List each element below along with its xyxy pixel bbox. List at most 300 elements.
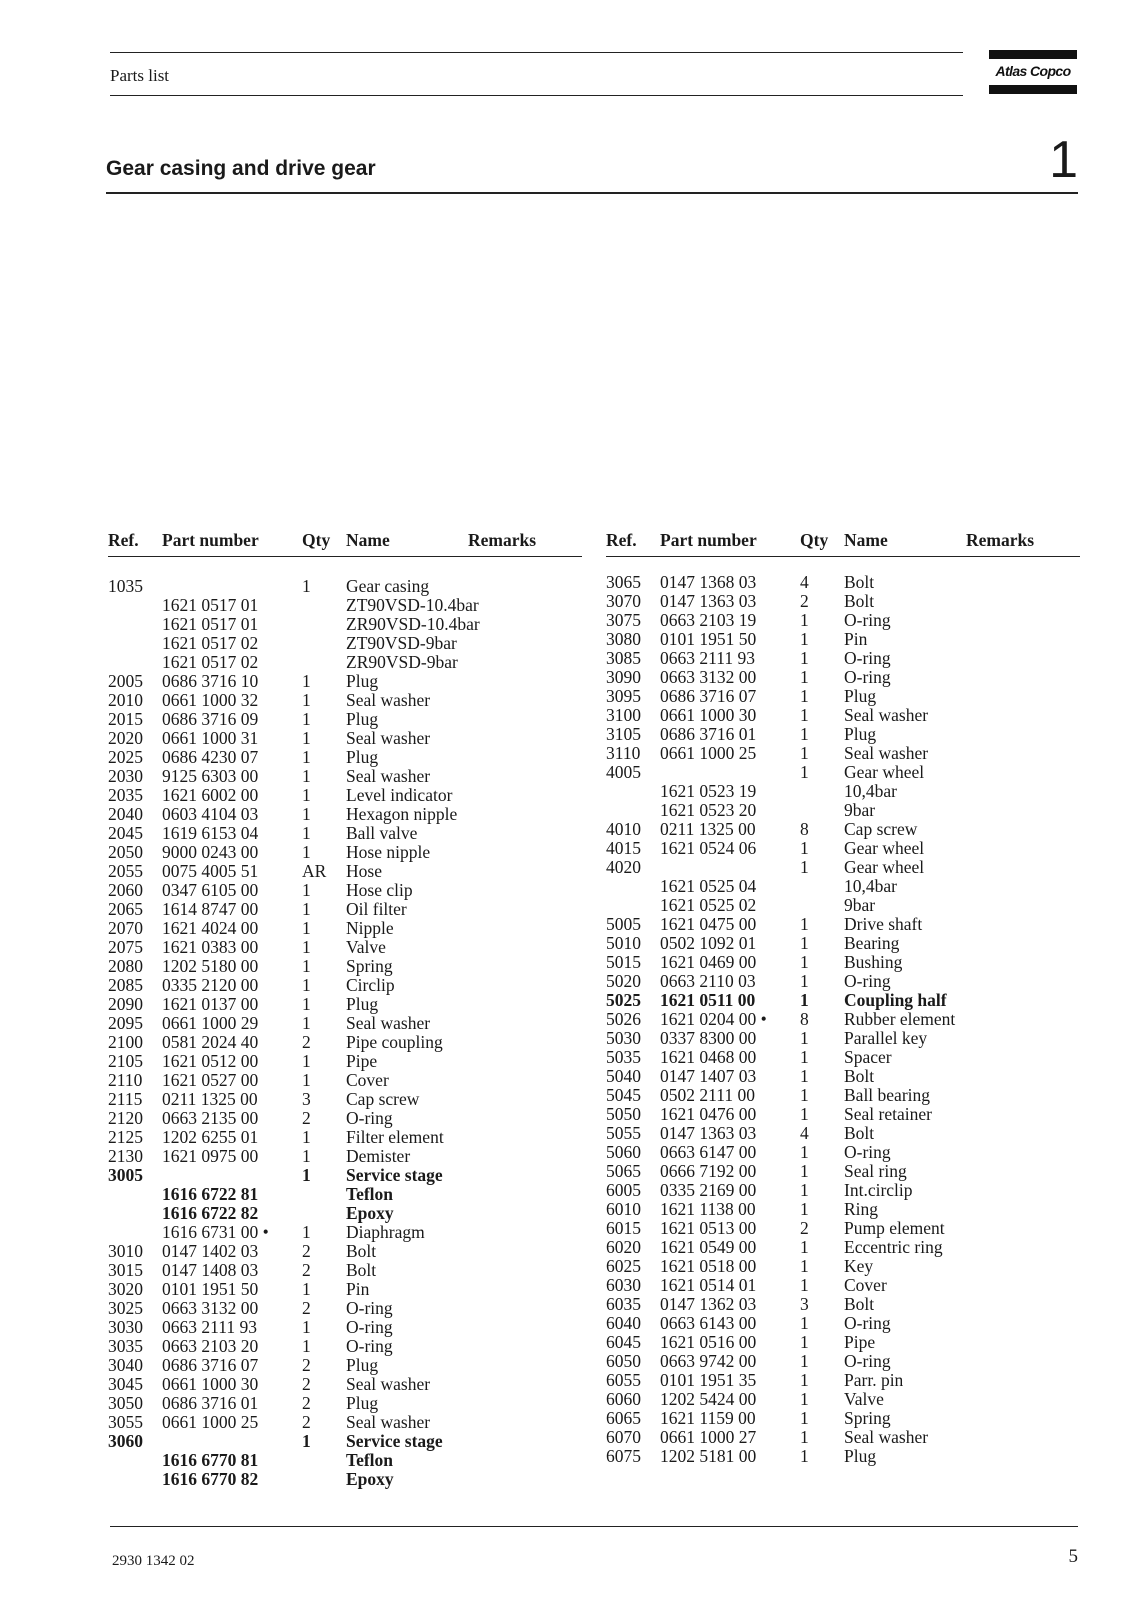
row-qty: 1 bbox=[800, 990, 809, 1010]
row-qty: 1 bbox=[302, 1165, 311, 1185]
row-ref: 3060 bbox=[108, 1431, 143, 1451]
row-qty: 1 bbox=[800, 1161, 809, 1181]
row-ref: 6070 bbox=[606, 1427, 641, 1447]
table-row bbox=[606, 1428, 1080, 1447]
table-header bbox=[606, 530, 1080, 557]
row-name: Cap screw bbox=[346, 1089, 420, 1109]
row-name: Gear wheel bbox=[844, 857, 925, 877]
row-part-number: 0663 3132 00 bbox=[162, 1298, 259, 1318]
row-qty: 2 bbox=[302, 1260, 311, 1280]
table-row bbox=[606, 1390, 1080, 1409]
row-qty: 1 bbox=[800, 1370, 809, 1390]
table-row bbox=[606, 630, 1080, 649]
row-part-number: 1621 0518 00 bbox=[660, 1256, 757, 1276]
row-qty: 1 bbox=[800, 857, 809, 877]
row-qty: 2 bbox=[302, 1108, 311, 1128]
row-ref: 2070 bbox=[108, 918, 143, 938]
row-ref: 2020 bbox=[108, 728, 143, 748]
row-qty: 1 bbox=[800, 686, 809, 706]
row-qty: 1 bbox=[800, 1199, 809, 1219]
row-name: O-ring bbox=[346, 1108, 393, 1128]
table-row bbox=[606, 649, 1080, 668]
table-row bbox=[606, 1295, 1080, 1314]
row-ref: 6075 bbox=[606, 1446, 641, 1466]
row-part-number: 0101 1951 50 bbox=[660, 629, 757, 649]
row-part-number: 0347 6105 00 bbox=[162, 880, 259, 900]
row-ref: 2055 bbox=[108, 861, 143, 881]
row-ref: 3105 bbox=[606, 724, 641, 744]
row-ref: 2080 bbox=[108, 956, 143, 976]
table-row bbox=[606, 1105, 1080, 1124]
row-ref: 2090 bbox=[108, 994, 143, 1014]
table-row bbox=[108, 976, 582, 995]
row-ref: 2085 bbox=[108, 975, 143, 995]
row-ref: 2115 bbox=[108, 1089, 143, 1109]
row-part-number: 0147 1408 03 bbox=[162, 1260, 259, 1280]
row-part-number: 0663 2110 03 bbox=[660, 971, 756, 991]
row-qty: 1 bbox=[302, 975, 311, 995]
row-part-number: 1621 0468 00 bbox=[660, 1047, 757, 1067]
footer-doc-number: 2930 1342 02 bbox=[112, 1553, 195, 1569]
row-qty: 1 bbox=[302, 880, 311, 900]
row-part-number: 1621 0137 00 bbox=[162, 994, 259, 1014]
row-ref: 3070 bbox=[606, 591, 641, 611]
row-qty: 1 bbox=[302, 823, 311, 843]
row-part-number: 1621 0516 00 bbox=[660, 1332, 757, 1352]
row-name: Service stage bbox=[346, 1431, 443, 1451]
table-row bbox=[606, 725, 1080, 744]
row-qty: 1 bbox=[800, 648, 809, 668]
row-qty: 1 bbox=[302, 918, 311, 938]
col-remarks-header: Remarks bbox=[468, 530, 537, 550]
table-row bbox=[108, 1375, 582, 1394]
table-row bbox=[108, 1223, 582, 1242]
row-qty: 1 bbox=[800, 610, 809, 630]
row-name: Gear wheel bbox=[844, 838, 925, 858]
row-name: Diaphragm bbox=[346, 1222, 425, 1242]
row-part-number: 0663 2111 93 bbox=[162, 1317, 257, 1337]
col-part-number-header: Part number bbox=[660, 530, 757, 550]
row-name: Bushing bbox=[844, 952, 903, 972]
row-ref: 3080 bbox=[606, 629, 641, 649]
row-ref: 6025 bbox=[606, 1256, 641, 1276]
row-part-number: 0661 1000 27 bbox=[660, 1427, 757, 1447]
row-part-number: 0663 2135 00 bbox=[162, 1108, 259, 1128]
row-qty: 1 bbox=[302, 785, 311, 805]
row-name: ZT90VSD-10.4bar bbox=[346, 595, 479, 615]
table-row bbox=[606, 1124, 1080, 1143]
row-ref: 6060 bbox=[606, 1389, 641, 1409]
row-qty: 1 bbox=[800, 1446, 809, 1466]
row-ref: 3085 bbox=[606, 648, 641, 668]
row-part-number: 1621 0517 01 bbox=[162, 614, 259, 634]
row-part-number: 1621 0525 02 bbox=[660, 895, 757, 915]
row-part-number: 1202 5181 00 bbox=[660, 1446, 757, 1466]
row-ref: 2095 bbox=[108, 1013, 143, 1033]
col-name-header: Name bbox=[346, 530, 390, 550]
row-part-number: 1621 0475 00 bbox=[660, 914, 757, 934]
row-qty: 2 bbox=[302, 1355, 311, 1375]
row-part-number: 1616 6722 81 bbox=[162, 1184, 259, 1204]
row-part-number: 0147 1363 03 bbox=[660, 591, 757, 611]
row-name: Plug bbox=[844, 1446, 877, 1466]
row-ref: 6005 bbox=[606, 1180, 641, 1200]
section-rule bbox=[106, 192, 1078, 194]
row-qty: 1 bbox=[800, 971, 809, 991]
row-name: ZR90VSD-10.4bar bbox=[346, 614, 480, 634]
row-qty: 1 bbox=[302, 671, 311, 691]
footer-rule bbox=[110, 1526, 1078, 1527]
row-ref: 3110 bbox=[606, 743, 641, 763]
row-qty: 1 bbox=[800, 914, 809, 934]
row-name: Bolt bbox=[844, 591, 875, 611]
row-name: Seal washer bbox=[346, 728, 431, 748]
row-name: Ring bbox=[844, 1199, 879, 1219]
row-ref: 5026 bbox=[606, 1009, 641, 1029]
table-row bbox=[108, 862, 582, 881]
table-row bbox=[606, 1238, 1080, 1257]
row-part-number: 0686 3716 09 bbox=[162, 709, 259, 729]
table-row bbox=[108, 786, 582, 805]
row-ref: 6035 bbox=[606, 1294, 641, 1314]
row-part-number: 0101 1951 35 bbox=[660, 1370, 757, 1390]
table-row bbox=[606, 1352, 1080, 1371]
table-row bbox=[108, 824, 582, 843]
row-ref: 5065 bbox=[606, 1161, 641, 1181]
row-name: Seal washer bbox=[346, 690, 431, 710]
row-qty: 8 bbox=[800, 819, 809, 839]
row-ref: 6010 bbox=[606, 1199, 641, 1219]
table-row bbox=[606, 1010, 1080, 1029]
logo-bottom-bar bbox=[989, 85, 1077, 94]
row-part-number: 1621 4024 00 bbox=[162, 918, 259, 938]
row-qty: 1 bbox=[800, 1066, 809, 1086]
row-part-number: 0661 1000 32 bbox=[162, 690, 259, 710]
table-row bbox=[108, 1432, 582, 1451]
row-part-number: 0661 1000 30 bbox=[660, 705, 757, 725]
row-ref: 5045 bbox=[606, 1085, 641, 1105]
row-part-number: 1621 0523 20 bbox=[660, 800, 757, 820]
col-remarks-header: Remarks bbox=[966, 530, 1035, 550]
row-name: Eccentric ring bbox=[844, 1237, 943, 1257]
row-ref: 3055 bbox=[108, 1412, 143, 1432]
row-qty: 2 bbox=[302, 1412, 311, 1432]
row-part-number: 1621 0523 19 bbox=[660, 781, 757, 801]
row-ref: 2075 bbox=[108, 937, 143, 957]
table-row bbox=[108, 1147, 582, 1166]
row-qty: 1 bbox=[302, 1336, 311, 1356]
table-row bbox=[606, 611, 1080, 630]
row-name: Seal washer bbox=[346, 766, 431, 786]
table-row bbox=[606, 782, 1080, 801]
row-qty: 1 bbox=[800, 629, 809, 649]
table-row bbox=[108, 1242, 582, 1261]
row-name: O-ring bbox=[844, 1313, 891, 1333]
table-row bbox=[108, 1204, 582, 1223]
row-qty: 1 bbox=[302, 576, 311, 596]
row-qty: 3 bbox=[302, 1089, 311, 1109]
row-qty: 1 bbox=[302, 1146, 311, 1166]
row-name: Spacer bbox=[844, 1047, 892, 1067]
table-row bbox=[108, 767, 582, 786]
row-qty: 1 bbox=[800, 1256, 809, 1276]
row-ref: 2035 bbox=[108, 785, 143, 805]
table-row bbox=[108, 1356, 582, 1375]
row-name: Bolt bbox=[844, 1066, 875, 1086]
row-part-number: 0663 2103 19 bbox=[660, 610, 757, 630]
atlas-copco-logo bbox=[989, 50, 1077, 94]
table-row bbox=[108, 596, 582, 615]
row-part-number: 0335 2120 00 bbox=[162, 975, 259, 995]
table-row bbox=[606, 1409, 1080, 1428]
table-row bbox=[606, 991, 1080, 1010]
row-name: Valve bbox=[346, 937, 386, 957]
row-name: Drive shaft bbox=[844, 914, 923, 934]
table-row bbox=[606, 1276, 1080, 1295]
row-name: Cover bbox=[346, 1070, 389, 1090]
table-row bbox=[108, 1261, 582, 1280]
row-part-number: 1202 6255 01 bbox=[162, 1127, 259, 1147]
row-part-number: 0147 1402 03 bbox=[162, 1241, 259, 1261]
row-name: Ball bearing bbox=[844, 1085, 931, 1105]
row-part-number: 0663 6147 00 bbox=[660, 1142, 757, 1162]
row-name: Int.circlip bbox=[844, 1180, 913, 1200]
row-name: Epoxy bbox=[346, 1203, 394, 1223]
row-name: Pin bbox=[346, 1279, 370, 1299]
table-row bbox=[108, 710, 582, 729]
row-name: O-ring bbox=[844, 1142, 891, 1162]
row-ref: 3100 bbox=[606, 705, 641, 725]
col-ref-header: Ref. bbox=[606, 530, 637, 550]
row-ref: 3045 bbox=[108, 1374, 143, 1394]
row-part-number: 0661 1000 30 bbox=[162, 1374, 259, 1394]
row-name: 10,4bar bbox=[844, 781, 897, 801]
table-row bbox=[108, 805, 582, 824]
table-row bbox=[606, 668, 1080, 687]
row-qty: 1 bbox=[800, 1047, 809, 1067]
row-qty: 1 bbox=[800, 1104, 809, 1124]
row-part-number: 1619 6153 04 bbox=[162, 823, 259, 843]
row-part-number: 0666 7192 00 bbox=[660, 1161, 757, 1181]
row-name: Hose bbox=[346, 861, 382, 881]
row-name: O-ring bbox=[844, 610, 891, 630]
row-part-number: 0661 1000 31 bbox=[162, 728, 259, 748]
row-part-number: 0211 1325 00 bbox=[162, 1089, 258, 1109]
row-qty: 1 bbox=[302, 728, 311, 748]
row-name: Seal retainer bbox=[844, 1104, 932, 1124]
logo-top-bar bbox=[989, 50, 1077, 59]
row-ref: 3095 bbox=[606, 686, 641, 706]
row-part-number: 0663 9742 00 bbox=[660, 1351, 757, 1371]
row-qty: 1 bbox=[302, 1127, 311, 1147]
row-qty: 1 bbox=[800, 1408, 809, 1428]
row-name: Bolt bbox=[844, 1294, 875, 1314]
row-ref: 3050 bbox=[108, 1393, 143, 1413]
col-ref-header: Ref. bbox=[108, 530, 139, 550]
row-qty: 1 bbox=[302, 1317, 311, 1337]
row-name: O-ring bbox=[844, 971, 891, 991]
row-ref: 3015 bbox=[108, 1260, 143, 1280]
row-qty: 1 bbox=[302, 842, 311, 862]
row-ref: 5055 bbox=[606, 1123, 641, 1143]
row-name: 9bar bbox=[844, 895, 876, 915]
row-ref: 6055 bbox=[606, 1370, 641, 1390]
row-qty: 1 bbox=[302, 690, 311, 710]
row-qty: 1 bbox=[800, 1389, 809, 1409]
row-qty: 1 bbox=[302, 804, 311, 824]
row-ref: 3030 bbox=[108, 1317, 143, 1337]
row-ref: 2010 bbox=[108, 690, 143, 710]
row-qty: 1 bbox=[800, 743, 809, 763]
row-ref: 6065 bbox=[606, 1408, 641, 1428]
row-qty: 2 bbox=[302, 1374, 311, 1394]
row-part-number: 0686 3716 10 bbox=[162, 671, 259, 691]
row-name: Pipe bbox=[346, 1051, 378, 1071]
row-qty: 1 bbox=[800, 667, 809, 687]
row-qty: 8 bbox=[800, 1009, 809, 1029]
header-bottom-rule bbox=[110, 95, 963, 96]
table-row bbox=[108, 1185, 582, 1204]
row-name: Hose nipple bbox=[346, 842, 431, 862]
row-name: Filter element bbox=[346, 1127, 444, 1147]
row-ref: 6040 bbox=[606, 1313, 641, 1333]
row-ref: 6050 bbox=[606, 1351, 641, 1371]
row-qty: 1 bbox=[302, 956, 311, 976]
table-row bbox=[108, 1109, 582, 1128]
table-row bbox=[606, 744, 1080, 763]
row-ref: 3040 bbox=[108, 1355, 143, 1375]
row-ref: 5005 bbox=[606, 914, 641, 934]
table-row bbox=[606, 915, 1080, 934]
table-row bbox=[606, 1067, 1080, 1086]
row-qty: 1 bbox=[302, 994, 311, 1014]
row-part-number: 0661 1000 29 bbox=[162, 1013, 259, 1033]
table-row bbox=[606, 1314, 1080, 1333]
row-name: Bolt bbox=[346, 1241, 377, 1261]
row-part-number: 1616 6770 81 bbox=[162, 1450, 259, 1470]
row-qty: 1 bbox=[302, 937, 311, 957]
row-ref: 5030 bbox=[606, 1028, 641, 1048]
row-qty: 1 bbox=[302, 747, 311, 767]
row-ref: 2060 bbox=[108, 880, 143, 900]
row-part-number: 1621 0517 01 bbox=[162, 595, 259, 615]
table-row bbox=[108, 957, 582, 976]
row-ref: 2100 bbox=[108, 1032, 143, 1052]
row-qty: 1 bbox=[302, 1070, 311, 1090]
table-row bbox=[108, 938, 582, 957]
row-ref: 2015 bbox=[108, 709, 143, 729]
row-qty: 1 bbox=[800, 1180, 809, 1200]
table-row bbox=[606, 592, 1080, 611]
row-name: Coupling half bbox=[844, 990, 947, 1010]
row-qty: 1 bbox=[800, 952, 809, 972]
row-qty: 1 bbox=[800, 1237, 809, 1257]
row-ref: 2125 bbox=[108, 1127, 143, 1147]
row-part-number: 0502 2111 00 bbox=[660, 1085, 755, 1105]
row-part-number: 0663 2111 93 bbox=[660, 648, 755, 668]
row-name: Oil filter bbox=[346, 899, 407, 919]
row-name: Teflon bbox=[346, 1450, 394, 1470]
row-qty: 1 bbox=[302, 709, 311, 729]
row-part-number: 1621 0525 04 bbox=[660, 876, 757, 896]
row-part-number: 1621 0513 00 bbox=[660, 1218, 757, 1238]
table-row bbox=[606, 1447, 1080, 1466]
row-part-number: 0147 1362 03 bbox=[660, 1294, 757, 1314]
table-row bbox=[108, 748, 582, 767]
row-name: Parallel key bbox=[844, 1028, 928, 1048]
table-row bbox=[606, 934, 1080, 953]
row-part-number: 0686 3716 07 bbox=[660, 686, 757, 706]
row-qty: 1 bbox=[800, 762, 809, 782]
row-qty: 1 bbox=[800, 1332, 809, 1352]
row-part-number: 0663 3132 00 bbox=[660, 667, 757, 687]
row-ref: 2110 bbox=[108, 1070, 143, 1090]
row-qty: 1 bbox=[800, 1427, 809, 1447]
row-ref: 3090 bbox=[606, 667, 641, 687]
table-row bbox=[108, 843, 582, 862]
row-part-number: 1621 0512 00 bbox=[162, 1051, 259, 1071]
row-name: Gear wheel bbox=[844, 762, 925, 782]
row-name: Cap screw bbox=[844, 819, 918, 839]
row-part-number: 1621 0204 00 • bbox=[660, 1009, 767, 1029]
row-ref: 5060 bbox=[606, 1142, 641, 1162]
row-part-number: 0075 4005 51 bbox=[162, 861, 259, 881]
header-top-rule bbox=[110, 52, 963, 53]
table-row bbox=[108, 995, 582, 1014]
row-ref: 2040 bbox=[108, 804, 143, 824]
table-row bbox=[606, 1333, 1080, 1352]
row-part-number: 0335 2169 00 bbox=[660, 1180, 757, 1200]
row-qty: 1 bbox=[302, 1279, 311, 1299]
row-part-number: 1621 0517 02 bbox=[162, 633, 259, 653]
row-part-number: 1621 1159 00 bbox=[660, 1408, 756, 1428]
row-ref: 6030 bbox=[606, 1275, 641, 1295]
row-qty: 3 bbox=[800, 1294, 809, 1314]
row-part-number: 1621 0383 00 bbox=[162, 937, 259, 957]
table-row bbox=[606, 801, 1080, 820]
table-row bbox=[108, 1014, 582, 1033]
row-name: Key bbox=[844, 1256, 874, 1276]
row-ref: 1035 bbox=[108, 576, 143, 596]
parts-table-left bbox=[108, 530, 582, 1489]
row-qty: 1 bbox=[800, 724, 809, 744]
table-row bbox=[606, 1371, 1080, 1390]
row-ref: 2120 bbox=[108, 1108, 143, 1128]
row-ref: 4005 bbox=[606, 762, 641, 782]
table-row bbox=[108, 1071, 582, 1090]
row-ref: 5015 bbox=[606, 952, 641, 972]
table-row bbox=[606, 1086, 1080, 1105]
table-row bbox=[108, 653, 582, 672]
table-row bbox=[606, 1257, 1080, 1276]
table-row bbox=[108, 1451, 582, 1470]
row-qty: 2 bbox=[800, 591, 809, 611]
row-name: Spring bbox=[844, 1408, 891, 1428]
row-name: Seal washer bbox=[346, 1013, 431, 1033]
row-name: O-ring bbox=[844, 648, 891, 668]
row-part-number: 1202 5180 00 bbox=[162, 956, 259, 976]
row-name: 10,4bar bbox=[844, 876, 897, 896]
row-ref: 5025 bbox=[606, 990, 641, 1010]
row-part-number: 1621 0524 06 bbox=[660, 838, 757, 858]
row-ref: 4010 bbox=[606, 819, 641, 839]
table-row bbox=[108, 881, 582, 900]
row-name: Rubber element bbox=[844, 1009, 956, 1029]
row-ref: 3035 bbox=[108, 1336, 143, 1356]
table-row bbox=[108, 615, 582, 634]
row-part-number: 1621 0517 02 bbox=[162, 652, 259, 672]
row-qty: 1 bbox=[800, 1028, 809, 1048]
